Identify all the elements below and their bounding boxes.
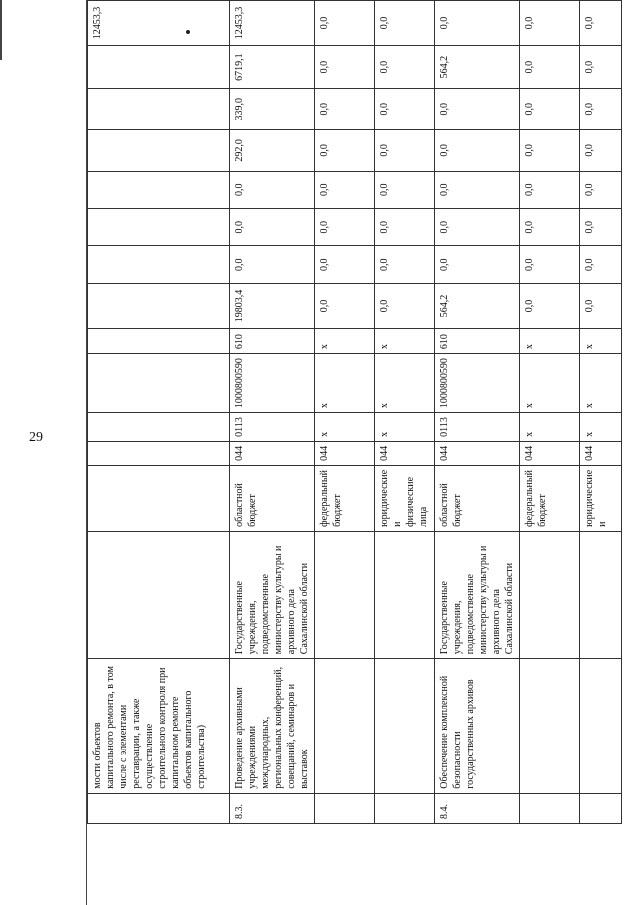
executor-name [520,531,580,658]
funding-source: юридические и [580,465,622,531]
amount-cell: 0,0 [230,246,315,283]
grbs-code [88,441,230,465]
amount-cell: 19803,4 [230,283,315,328]
expense-type-code: х [520,328,580,353]
amount-cell: 0,0 [315,130,375,171]
target-article-code: 1000800590 [230,354,315,413]
target-article-code: 1000800590 [435,354,520,413]
grbs-code: 044 [230,441,315,465]
amount-cell: 0,0 [375,246,435,283]
amount-cell: 0,0 [315,1,375,46]
table-row [315,1,375,824]
section-code: х [315,413,375,442]
amount-cell: 0,0 [520,209,580,246]
measure-name [315,659,375,794]
amount-cell: 0,0 [315,283,375,328]
amount-cell: 0,0 [520,89,580,130]
table-row [88,1,230,824]
amount-cell: 0,0 [520,246,580,283]
scan-speck [186,30,190,34]
amount-cell [88,130,230,171]
expense-type-code: х [580,328,622,353]
amount-cell: 0,0 [435,130,520,171]
section-code [88,413,230,442]
table-row [230,1,315,824]
measure-name: Проведение архивными учреждениями международных, региональных конференций, совещаний, семинаров и выставок [230,659,315,794]
row-number [520,793,580,823]
section-code: х [580,413,622,442]
scan-edge-line [86,0,87,905]
budget-table [87,0,622,824]
measure-name [580,659,622,794]
target-article-code: х [315,354,375,413]
row-number [375,793,435,823]
amount-cell: 0,0 [435,209,520,246]
amount-cell: 0,0 [580,246,622,283]
row-number [580,793,622,823]
target-article-code: х [580,354,622,413]
amount-cell: 0,0 [520,1,580,46]
amount-cell: 6719,1 [230,46,315,89]
funding-source: областной бюджет [230,465,315,531]
table-row [435,1,520,824]
table-row [580,1,622,824]
table-row [375,1,435,824]
amount-cell: 0,0 [375,89,435,130]
grbs-code: 044 [375,441,435,465]
amount-cell: 0,0 [580,130,622,171]
funding-source: федеральный бюджет [520,465,580,531]
amount-cell: 0,0 [315,89,375,130]
amount-cell: 564,2 [435,283,520,328]
amount-cell: 0,0 [375,283,435,328]
amount-cell: 0,0 [520,46,580,89]
amount-cell: 0,0 [580,171,622,208]
scan-border-line [0,0,2,60]
amount-cell [88,209,230,246]
measure-name: мости объектов капитального ремонта, в том числе с элементами реставрации, а также осуществление строительного контроля при капитальном ремонте объектов капитального строительства) [88,659,230,794]
grbs-code: 044 [580,441,622,465]
executor-name: Государственные учреждения, подведомственные министерству культуры и архивного дела Сахалинской области [230,531,315,658]
amount-cell: 0,0 [315,209,375,246]
funding-source: юридические и физические лица [375,465,435,531]
amount-cell: 292,0 [230,130,315,171]
section-code: 0113 [435,413,520,442]
target-article-code: х [375,354,435,413]
amount-cell: 564,2 [435,46,520,89]
amount-cell: 0,0 [520,283,580,328]
expense-type-code [88,328,230,353]
amount-cell: 12453,3 [88,1,230,46]
amount-cell: 0,0 [435,89,520,130]
amount-cell: 0,0 [580,1,622,46]
executor-name [315,531,375,658]
amount-cell: 0,0 [520,130,580,171]
amount-cell: 0,0 [375,171,435,208]
amount-cell [88,246,230,283]
funding-source: областной бюджет [435,465,520,531]
amount-cell: 0,0 [435,246,520,283]
amount-cell: 0,0 [580,209,622,246]
section-code: х [520,413,580,442]
row-number [88,793,230,823]
amount-cell: 0,0 [580,46,622,89]
table-row [520,1,580,824]
amount-cell: 0,0 [375,130,435,171]
section-code: х [375,413,435,442]
target-article-code [88,354,230,413]
amount-cell: 0,0 [230,209,315,246]
grbs-code: 044 [435,441,520,465]
funding-source [88,465,230,531]
executor-name: Государственные учреждения, подведомственные министерству культуры и архивного дела Сахалинской области [435,531,520,658]
grbs-code: 044 [520,441,580,465]
expense-type-code: х [315,328,375,353]
grbs-code: 044 [315,441,375,465]
amount-cell: 0,0 [375,46,435,89]
amount-cell: 0,0 [580,283,622,328]
amount-cell: 339,0 [230,89,315,130]
amount-cell [88,89,230,130]
amount-cell: 0,0 [315,246,375,283]
amount-cell: 0,0 [580,89,622,130]
section-code: 0113 [230,413,315,442]
amount-cell: 0,0 [435,1,520,46]
amount-cell [88,283,230,328]
expense-type-code: 610 [435,328,520,353]
amount-cell: 0,0 [315,46,375,89]
measure-name: Обеспечение комплексной безопасности государственных архивов [435,659,520,794]
row-number [315,793,375,823]
amount-cell: 0,0 [520,171,580,208]
amount-cell: 0,0 [375,209,435,246]
executor-name [580,531,622,658]
row-number: 8.3. [230,793,315,823]
measure-name [520,659,580,794]
expense-type-code: х [375,328,435,353]
amount-cell [88,46,230,89]
target-article-code: х [520,354,580,413]
executor-name [375,531,435,658]
row-number: 8.4. [435,793,520,823]
executor-name [88,531,230,658]
expense-type-code: 610 [230,328,315,353]
page-number: 29 [29,430,43,445]
amount-cell: 0,0 [315,171,375,208]
amount-cell: 0,0 [230,171,315,208]
amount-cell: 0,0 [375,1,435,46]
measure-name [375,659,435,794]
amount-cell: 0,0 [435,171,520,208]
amount-cell: 12453,3 [230,1,315,46]
funding-source: федеральный бюджет [315,465,375,531]
amount-cell [88,171,230,208]
